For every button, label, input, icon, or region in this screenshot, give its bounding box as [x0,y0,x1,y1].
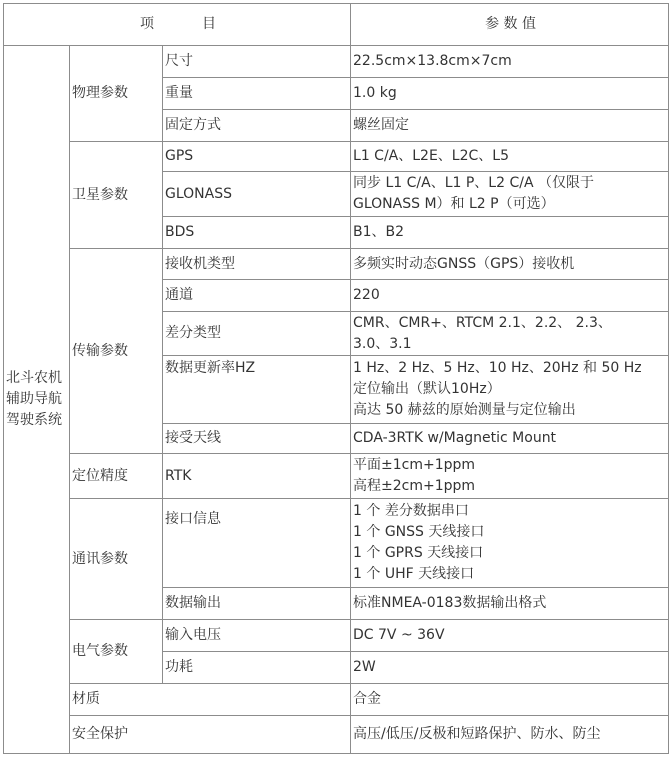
row-label: 安全保护 [70,716,351,754]
table-row [4,142,669,172]
row-value: 螺丝固定 [351,110,669,142]
row-value: CDA-3RTK w/Magnetic Mount [351,424,669,454]
value-line: 1 个 差分数据串口 [353,503,469,519]
row-label: 输入电压 [163,620,351,652]
value-line: 1 Hz、2 Hz、5 Hz、10 Hz、20Hz 和 50 Hz [353,360,642,376]
group-communication: 通讯参数 [70,499,163,620]
row-label: 材质 [70,684,351,716]
system-name-cell: 北斗农机辅助导航驾驶系统 [4,46,70,754]
value-line: 定位输出（默认10Hz） [353,381,501,397]
row-value: 多频实时动态GNSS（GPS）接收机 [351,249,669,280]
value-line: CMR、CMR+、RTCM 2.1、2.2、 2.3、 [353,314,612,331]
row-label: RTK [163,454,351,499]
table-header-row [4,4,669,46]
row-label: 差分类型 [163,312,351,356]
row-label: 尺寸 [163,46,351,78]
row-value: 1.0 kg [351,78,669,110]
table-row [4,684,669,716]
row-label: 重量 [163,78,351,110]
value-line: GLONASS M）和 L2 P（可选） [353,196,555,212]
value-line: 1 个 GNSS 天线接口 [353,524,485,540]
value-line: 高达 50 赫兹的原始测量与定位输出 [353,402,576,418]
row-value: 高压/低压/反极和短路保护、防水、防尘 [351,716,669,754]
row-value [351,454,669,499]
value-line: 3.0、3.1 [353,335,412,352]
group-positioning: 定位精度 [70,454,163,499]
row-value: 合金 [351,684,669,716]
row-label: 数据更新率HZ [163,356,351,424]
row-value [351,356,669,424]
row-label: BDS [163,217,351,249]
table-row [4,454,669,499]
row-value: B1、B2 [351,217,669,249]
row-label: 固定方式 [163,110,351,142]
value-line: 同步 L1 C/A、L1 P、L2 C/A （仅限于 [353,175,594,191]
group-satellite: 卫星参数 [70,142,163,249]
row-value: 标准NMEA-0183数据输出格式 [351,588,669,620]
row-label: 接受天线 [163,424,351,454]
group-transmission: 传输参数 [70,249,163,454]
row-value [351,499,669,588]
row-label: 接口信息 [163,499,351,588]
group-electrical: 电气参数 [70,620,163,684]
row-value [351,312,669,356]
table-row [4,46,669,78]
row-label: 功耗 [163,652,351,684]
row-value: L1 C/A、L2E、L2C、L5 [351,142,669,172]
spec-table [3,3,669,754]
header-value: 参 数 值 [351,4,669,46]
header-item: 项 目 [4,4,351,46]
table-row [4,249,669,280]
value-line: 高程±2cm+1ppm [353,478,476,494]
row-value: 2W [351,652,669,684]
row-value: DC 7V ~ 36V [351,620,669,652]
row-label: 数据输出 [163,588,351,620]
value-line: 1 个 UHF 天线接口 [353,566,475,582]
table-row [4,716,669,754]
table-row [4,499,669,588]
row-label: 接收机类型 [163,249,351,280]
row-value: 220 [351,280,669,312]
row-value [351,172,669,217]
row-label: 通道 [163,280,351,312]
row-label: GLONASS [163,172,351,217]
group-physical: 物理参数 [70,46,163,142]
row-label: GPS [163,142,351,172]
row-value: 22.5cm×13.8cm×7cm [351,46,669,78]
table-row [4,620,669,652]
value-line: 1 个 GPRS 天线接口 [353,545,484,561]
value-line: 平面±1cm+1ppm [353,457,476,473]
